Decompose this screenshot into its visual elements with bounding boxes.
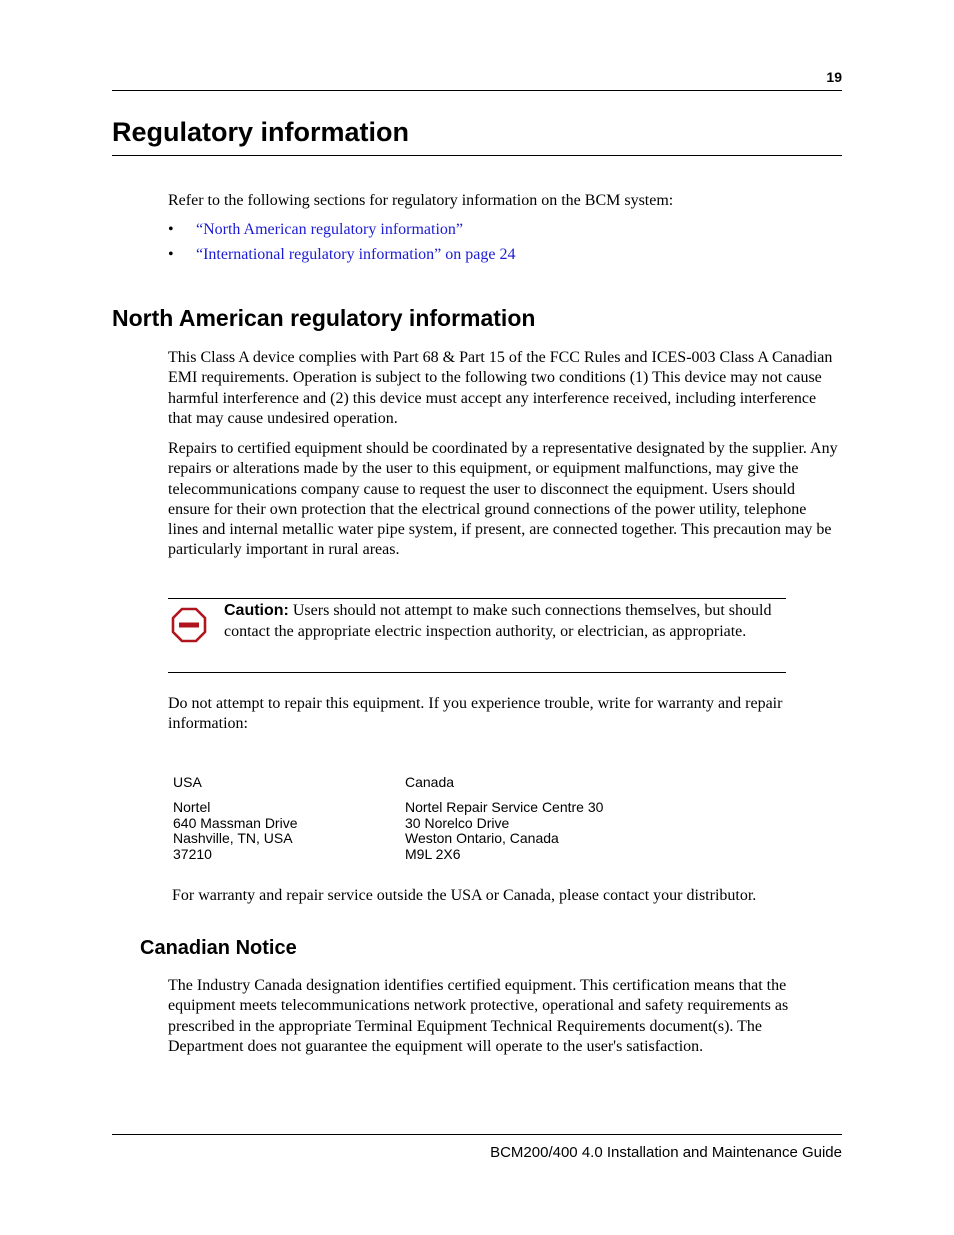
link-international-info[interactable]: “International regulatory information” on page 24 bbox=[196, 246, 516, 263]
address-line: 37210 bbox=[173, 845, 212, 862]
caution-top-rule bbox=[168, 598, 786, 599]
section-heading-north-american: North American regulatory information bbox=[112, 305, 536, 331]
intro-paragraph: Refer to the following sections for regulatory information on the BCM system: bbox=[168, 192, 674, 209]
address-line: M9L 2X6 bbox=[405, 845, 461, 862]
page-title: Regulatory information bbox=[112, 117, 410, 147]
title-rule bbox=[112, 155, 842, 156]
canada-heading: Canada bbox=[405, 774, 455, 790]
address-line: 30 Norelco Drive bbox=[405, 814, 510, 831]
caution-label: Caution: bbox=[224, 602, 289, 619]
address-line: 640 Massman Drive bbox=[173, 814, 298, 831]
repair-contact-paragraph: Do not attempt to repair this equipment. If you experience trouble, write for warranty and repair information: bbox=[168, 695, 783, 733]
repairs-paragraph: Repairs to certified equipment should be coordinated by a representative designated by the supplier. Any repairs or alterations made by the user to this equipment, or equipment malfunctions, may give the telecommunications company cause to request the user to disconnect the equipment. Users should ensure for their own protection that the electrical ground connections of the power utility, telephone lines and internal metallic water pipe system, if present, are connected together. This precaution may be particularly important in rural areas. bbox=[168, 440, 838, 559]
fcc-compliance-paragraph: This Class A device complies with Part 68 & Part 15 of the FCC Rules and ICES-003 Class A Canadian EMI requirements. Operation is subject to the following two conditions (1) This device may not cause harmful interference and (2) this device must accept any interference received, including interference that may cause undesired operation. bbox=[168, 349, 833, 427]
usa-address bbox=[173, 800, 298, 862]
page-number: 19 bbox=[826, 69, 842, 85]
outside-usa-paragraph: For warranty and repair service outside the USA or Canada, please contact your distributor. bbox=[172, 887, 757, 904]
list-item bbox=[168, 245, 515, 265]
caution-bottom-rule bbox=[168, 672, 786, 673]
list-item bbox=[168, 220, 463, 240]
usa-heading: USA bbox=[173, 774, 202, 790]
address-line: Nortel Repair Service Centre 30 bbox=[405, 799, 604, 815]
stop-sign-icon bbox=[171, 607, 207, 643]
bullet-glyph: • bbox=[168, 221, 174, 238]
caution-note bbox=[224, 601, 784, 642]
address-line: Nortel bbox=[173, 799, 211, 815]
address-line: Weston Ontario, Canada bbox=[405, 830, 559, 846]
caution-text: Users should not attempt to make such connections themselves, but should contact the appropriate electric inspection authority, or electrician, as appropriate. bbox=[224, 602, 772, 640]
footer-guide-title: BCM200/400 4.0 Installation and Maintenance Guide bbox=[490, 1144, 842, 1161]
link-north-american-info[interactable]: “North American regulatory information” bbox=[196, 221, 464, 238]
bullet-glyph: • bbox=[168, 246, 174, 263]
canada-address bbox=[405, 800, 603, 862]
address-line: Nashville, TN, USA bbox=[173, 830, 293, 846]
canadian-notice-paragraph: The Industry Canada designation identifies certified equipment. This certification means that the equipment meets telecommunications network protective, operational and safety requirements as prescribed in the appropriate Terminal Equipment Technical Requirements document(s). The Department does not guarantee the equipment will operate to the user's satisfaction. bbox=[168, 977, 789, 1055]
section-heading-canadian-notice: Canadian Notice bbox=[140, 937, 297, 959]
header-rule bbox=[112, 90, 842, 91]
footer-rule bbox=[112, 1134, 842, 1135]
